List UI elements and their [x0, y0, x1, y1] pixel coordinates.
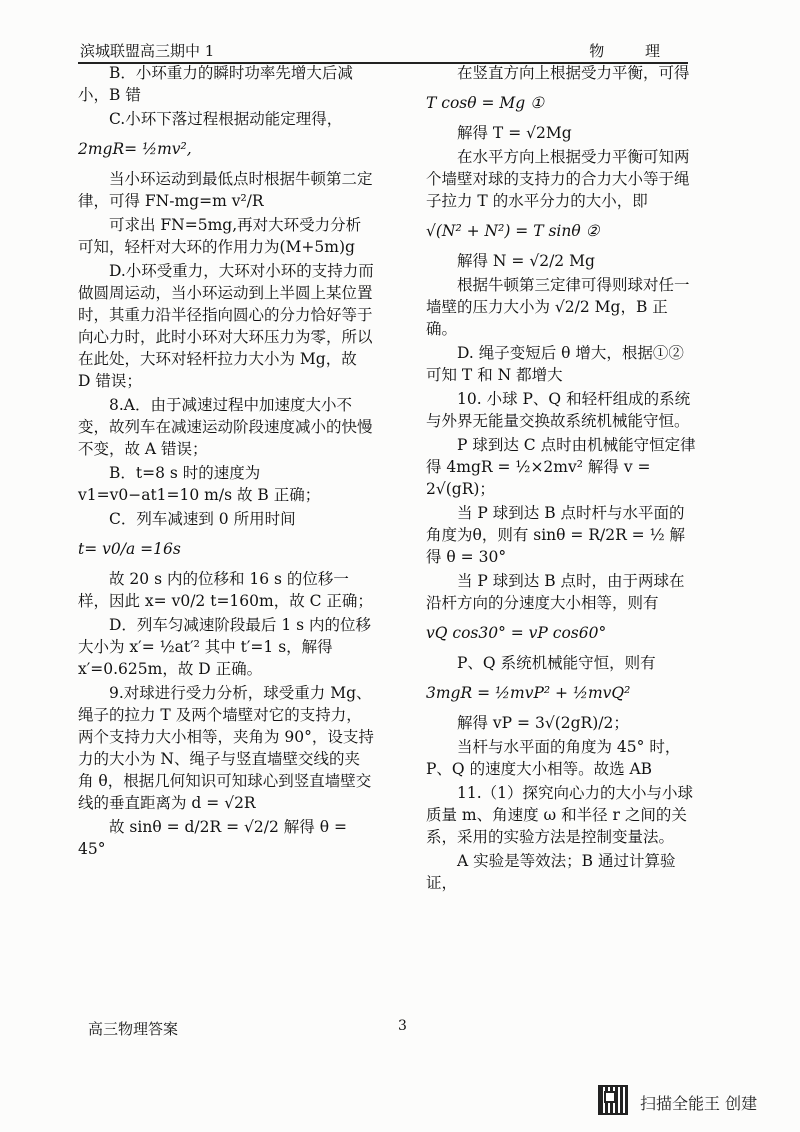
para-l11: D．列车匀减速阶段最后 1 s 内的位移大小为 x′= ½at′² 其中 t′=1 s，解得 x′=0.625m，故 D 正确。 — [78, 616, 372, 678]
para-r3: 在水平方向上根据受力平衡可知两个墙壁对球的支持力的合力大小等于绳子拉力 T 的水平分力的大小，即 — [426, 148, 690, 210]
para-r0: 在竖直方向上根据受力平衡，可得 — [457, 64, 690, 82]
scanner-watermark — [598, 1085, 788, 1117]
para-r7: D. 绳子变短后 θ 增大，根据①②可知 T 和 N 都增大 — [426, 344, 684, 384]
page-header — [78, 38, 688, 64]
para-r9: P 球到达 C 点时由机械能守恒定律得 4mgR = ½×2mv² 解得 v = 2√(gR)； — [426, 436, 696, 498]
para-r14: 3mgR = ½mvP² + ½mvQ² — [426, 684, 631, 702]
para-r4: √(N² + N²) = T sinθ ② — [426, 222, 600, 240]
para-r5: 解得 N = √2/2 Mg — [457, 252, 595, 270]
scanner-label: 扫描全能王 创建 — [640, 1094, 758, 1113]
para-r16: 当杆与水平面的角度为 45° 时，P、Q 的速度大小相等。故选 AB — [426, 738, 681, 778]
para-r2: 解得 T = √2Mg — [457, 124, 572, 142]
para-r13: P、Q 系统机械能守恒，则有 — [457, 654, 656, 672]
para-l4: 可求出 FN=5mg,再对大环受力分析可知，轻杆对大环的作用力为(M+5m)g — [78, 216, 362, 256]
header-left: 滨城联盟高三期中 1 — [80, 42, 215, 60]
left-column — [78, 62, 374, 862]
para-l0: B．小环重力的瞬时功率先增大后减小，B 错 — [78, 64, 353, 104]
para-l6: 8.A．由于减速过程中加速度大小不变，故列车在减速运动阶段速度减小的快慢不变，故 A 错误； — [78, 396, 373, 458]
para-l5: D.小环受重力，大环对小环的支持力而做圆周运动，当小环运动到上半圆上某位置时，其重力沿半径指向圆心的分力恰好等于向心力时，此时小环对大环压力为零，所以在此处，大环对轻杆拉力大小为 Mg，故 D 错误； — [78, 262, 374, 390]
footer-title: 高三物理答案 — [88, 1020, 179, 1038]
para-l3: 当小环运动到最低点时根据牛顿第二定律，可得 FN-mg=m v²/R — [78, 170, 373, 210]
para-l8: C．列车减速到 0 所用时间 — [109, 510, 296, 528]
para-l13: 故 sinθ = d/2R = √2/2 解得 θ = 45° — [78, 818, 347, 858]
para-r8: 10. 小球 P、Q 和轻杆组成的系统与外界无能量交换故系统机械能守恒。 — [426, 390, 691, 430]
right-column — [426, 62, 696, 896]
para-r15: 解得 vP = 3√(2gR)/2； — [457, 714, 629, 732]
header-subject: 物 理 — [589, 42, 678, 60]
para-r6: 根据牛顿第三定律可得则球对任一墙壁的压力大小为 √2/2 Mg，B 正确。 — [426, 276, 690, 338]
para-r1: T cosθ = Mg ① — [426, 94, 545, 112]
para-r18: A 实验是等效法；B 通过计算验证， — [426, 852, 676, 892]
para-l1: C.小环下落过程根据动能定理得， — [109, 110, 343, 128]
para-r12: vQ cos30° = vP cos60° — [426, 624, 607, 642]
para-l9: t= v0/a =16s — [78, 540, 181, 558]
page-number: 3 — [398, 1018, 407, 1034]
para-l10: 故 20 s 内的位移和 16 s 的位移一样，因此 x= v0/2 t=160m，故 C 正确； — [78, 570, 373, 610]
para-l7: B．t=8 s 时的速度为 v1=v0−at1=10 m/s 故 B 正确； — [78, 464, 321, 504]
para-r10: 当 P 球到达 B 点时杆与水平面的角度为θ，则有 sinθ = R/2R = ½ 解得 θ = 30° — [426, 504, 686, 566]
para-l12: 9.对球进行受力分析，球受重力 Mg、绳子的拉力 T 及两个墙壁对它的支持力，两个支持力大小相等，夹角为 90°，设支持力的大小为 N、绳子与竖直墙壁交线的夹角 θ，根据几何知识可知球心到竖直墙壁交线的垂直距离为 d = √2R — [78, 684, 374, 812]
qr-code-icon — [598, 1085, 628, 1115]
para-r11: 当 P 球到达 B 点时，由于两球在沿杆方向的分速度大小相等，则有 — [426, 572, 685, 612]
para-r17: 11.（1）探究向心力的大小与小球质量 m、角速度 ω 和半径 r 之间的关系，采用的实验方法是控制变量法。 — [426, 784, 694, 846]
para-l2: 2mgR= ½mv², — [78, 140, 192, 158]
